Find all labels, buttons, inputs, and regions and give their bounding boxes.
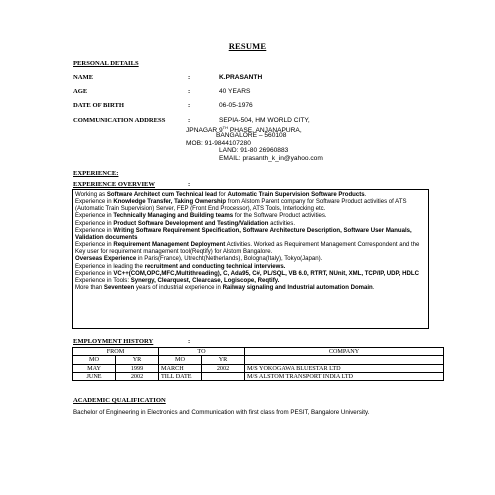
company-name: M/S YOKOGAWA BLUESTAR LTD bbox=[245, 364, 444, 372]
dob-row bbox=[73, 102, 433, 111]
address-line-2-sup: TH bbox=[222, 124, 228, 130]
age-colon: : bbox=[188, 88, 191, 95]
table-header-row bbox=[73, 348, 444, 356]
overview-item: Experience in Tools: Synergy, Clearquest, Clearcase, Logiscope, Reqtify. bbox=[75, 277, 280, 284]
overview-item: Experience in Technically Managing and Building teams for the Software Product activities. bbox=[75, 213, 327, 220]
email-address: EMAIL: prasanth_k_in@yahoo.com bbox=[219, 154, 323, 162]
age-value: 40 YEARS bbox=[219, 88, 251, 95]
subheader-to-yr: YR bbox=[202, 356, 245, 364]
name-row bbox=[73, 74, 433, 83]
overview-item: Experience in Requirement Management Deployment Activities. Worked as Requirement Management Correspondent and the Key user for requirement management tool(Reqtify) for Alstom Bangalore. bbox=[75, 242, 420, 256]
experience-heading: EXPERIENCE: bbox=[73, 170, 119, 177]
overview-item: Overseas Experience in Paris(France), Utrecht(Netherlands), Bologna(Italy), Tokyo(Japan). bbox=[75, 256, 323, 263]
from-year: 2002 bbox=[116, 372, 159, 380]
academic-qualification-heading: ACADEMIC QUALIFICATION bbox=[73, 397, 166, 404]
subheader-from-mo: MO bbox=[73, 356, 116, 364]
header-from: FROM bbox=[73, 348, 159, 356]
employment-history-colon: : bbox=[188, 338, 191, 345]
to-year: 2002 bbox=[202, 364, 245, 372]
dob-value: 06-05-1976 bbox=[219, 102, 253, 109]
address-line-2-pre: JPNAGAR 9 bbox=[186, 126, 223, 134]
address-line-3: BANGALORE – 560108 bbox=[216, 132, 287, 139]
subheader-to-mo: MO bbox=[159, 356, 202, 364]
experience-overview-heading: EXPERIENCE OVERVIEW bbox=[73, 181, 156, 188]
header-to: TO bbox=[159, 348, 245, 356]
overview-item: More than Seventeen years of industrial experience in Railway signaling and Industrial automation Domain. bbox=[75, 285, 375, 292]
mobile-number: MOB: 91-9844107280 bbox=[186, 139, 251, 147]
age-label: AGE bbox=[73, 88, 88, 95]
experience-overview-colon: : bbox=[188, 181, 191, 188]
address-colon: : bbox=[188, 117, 191, 124]
academic-qualification-text: Bachelor of Engineering in Electronics and Communication with first class from PESIT, Bangalore University. bbox=[73, 409, 370, 416]
landline-number: LAND: 91-80 26960883 bbox=[219, 147, 289, 154]
overview-item: Experience in Knowledge Transfer, Taking Ownership from Alstom Parent company for Software Product activities of ATS (Automatic Train Supervision) Server, FEP (Front End Processor), ATS Tools, Interlocking etc. bbox=[75, 199, 407, 213]
name-colon: : bbox=[188, 74, 191, 81]
to-month: TILL DATE bbox=[159, 372, 202, 380]
table-subheader-row bbox=[73, 356, 444, 364]
address-line-1: SEPIA-504, HM WORLD CITY, bbox=[219, 117, 310, 124]
name-value: K.PRASANTH bbox=[219, 74, 263, 81]
from-month: JUNE bbox=[73, 372, 116, 380]
employment-history-heading: EMPLOYMENT HISTORY bbox=[73, 338, 154, 345]
header-company: COMPANY bbox=[245, 348, 444, 356]
to-month: MARCH bbox=[159, 364, 202, 372]
name-label: NAME bbox=[73, 74, 94, 81]
overview-item: Experience in Product Software Development and Testing/Validation activities. bbox=[75, 220, 295, 227]
overview-item: Experience in VC++(COM,OPC,MFC,Multithreading), C, Ada95, C#, PL/SQL, VB 6.0, RTRT, NUnit, XML, TCP/IP, UDP, HDLC bbox=[75, 270, 419, 277]
address-label: COMMUNICATION ADDRESS bbox=[73, 117, 166, 124]
experience-overview-box bbox=[72, 189, 429, 329]
overview-item: Working as Software Architect cum Technical lead for Automatic Train Supervision Software Products. bbox=[75, 192, 367, 198]
dob-colon: : bbox=[188, 102, 191, 109]
subheader-from-yr: YR bbox=[116, 356, 159, 364]
resume-title: RESUME bbox=[228, 41, 267, 51]
to-year bbox=[202, 372, 245, 380]
age-row bbox=[73, 88, 433, 97]
company-name: M/S ALSTOM TRANSPORT INDIA LTD bbox=[245, 372, 444, 380]
from-year: 1999 bbox=[116, 364, 159, 372]
table-row bbox=[73, 364, 444, 372]
table-row bbox=[73, 372, 444, 380]
personal-details-heading: PERSONAL DETAILS bbox=[73, 60, 139, 67]
from-month: MAY bbox=[73, 364, 116, 372]
employment-table bbox=[72, 347, 444, 381]
overview-item: Experience in Writing Software Requirement Specification, Software Architecture Description, Software User Manuals, Validation documents bbox=[75, 227, 412, 241]
address-line-2-post: PHASE, ANJANAPURA, bbox=[228, 126, 302, 134]
subheader-company bbox=[245, 356, 444, 364]
overview-item: Experience in leading the recruitment and conducting technical interviews. bbox=[75, 263, 286, 270]
dob-label: DATE OF BIRTH bbox=[73, 102, 125, 109]
